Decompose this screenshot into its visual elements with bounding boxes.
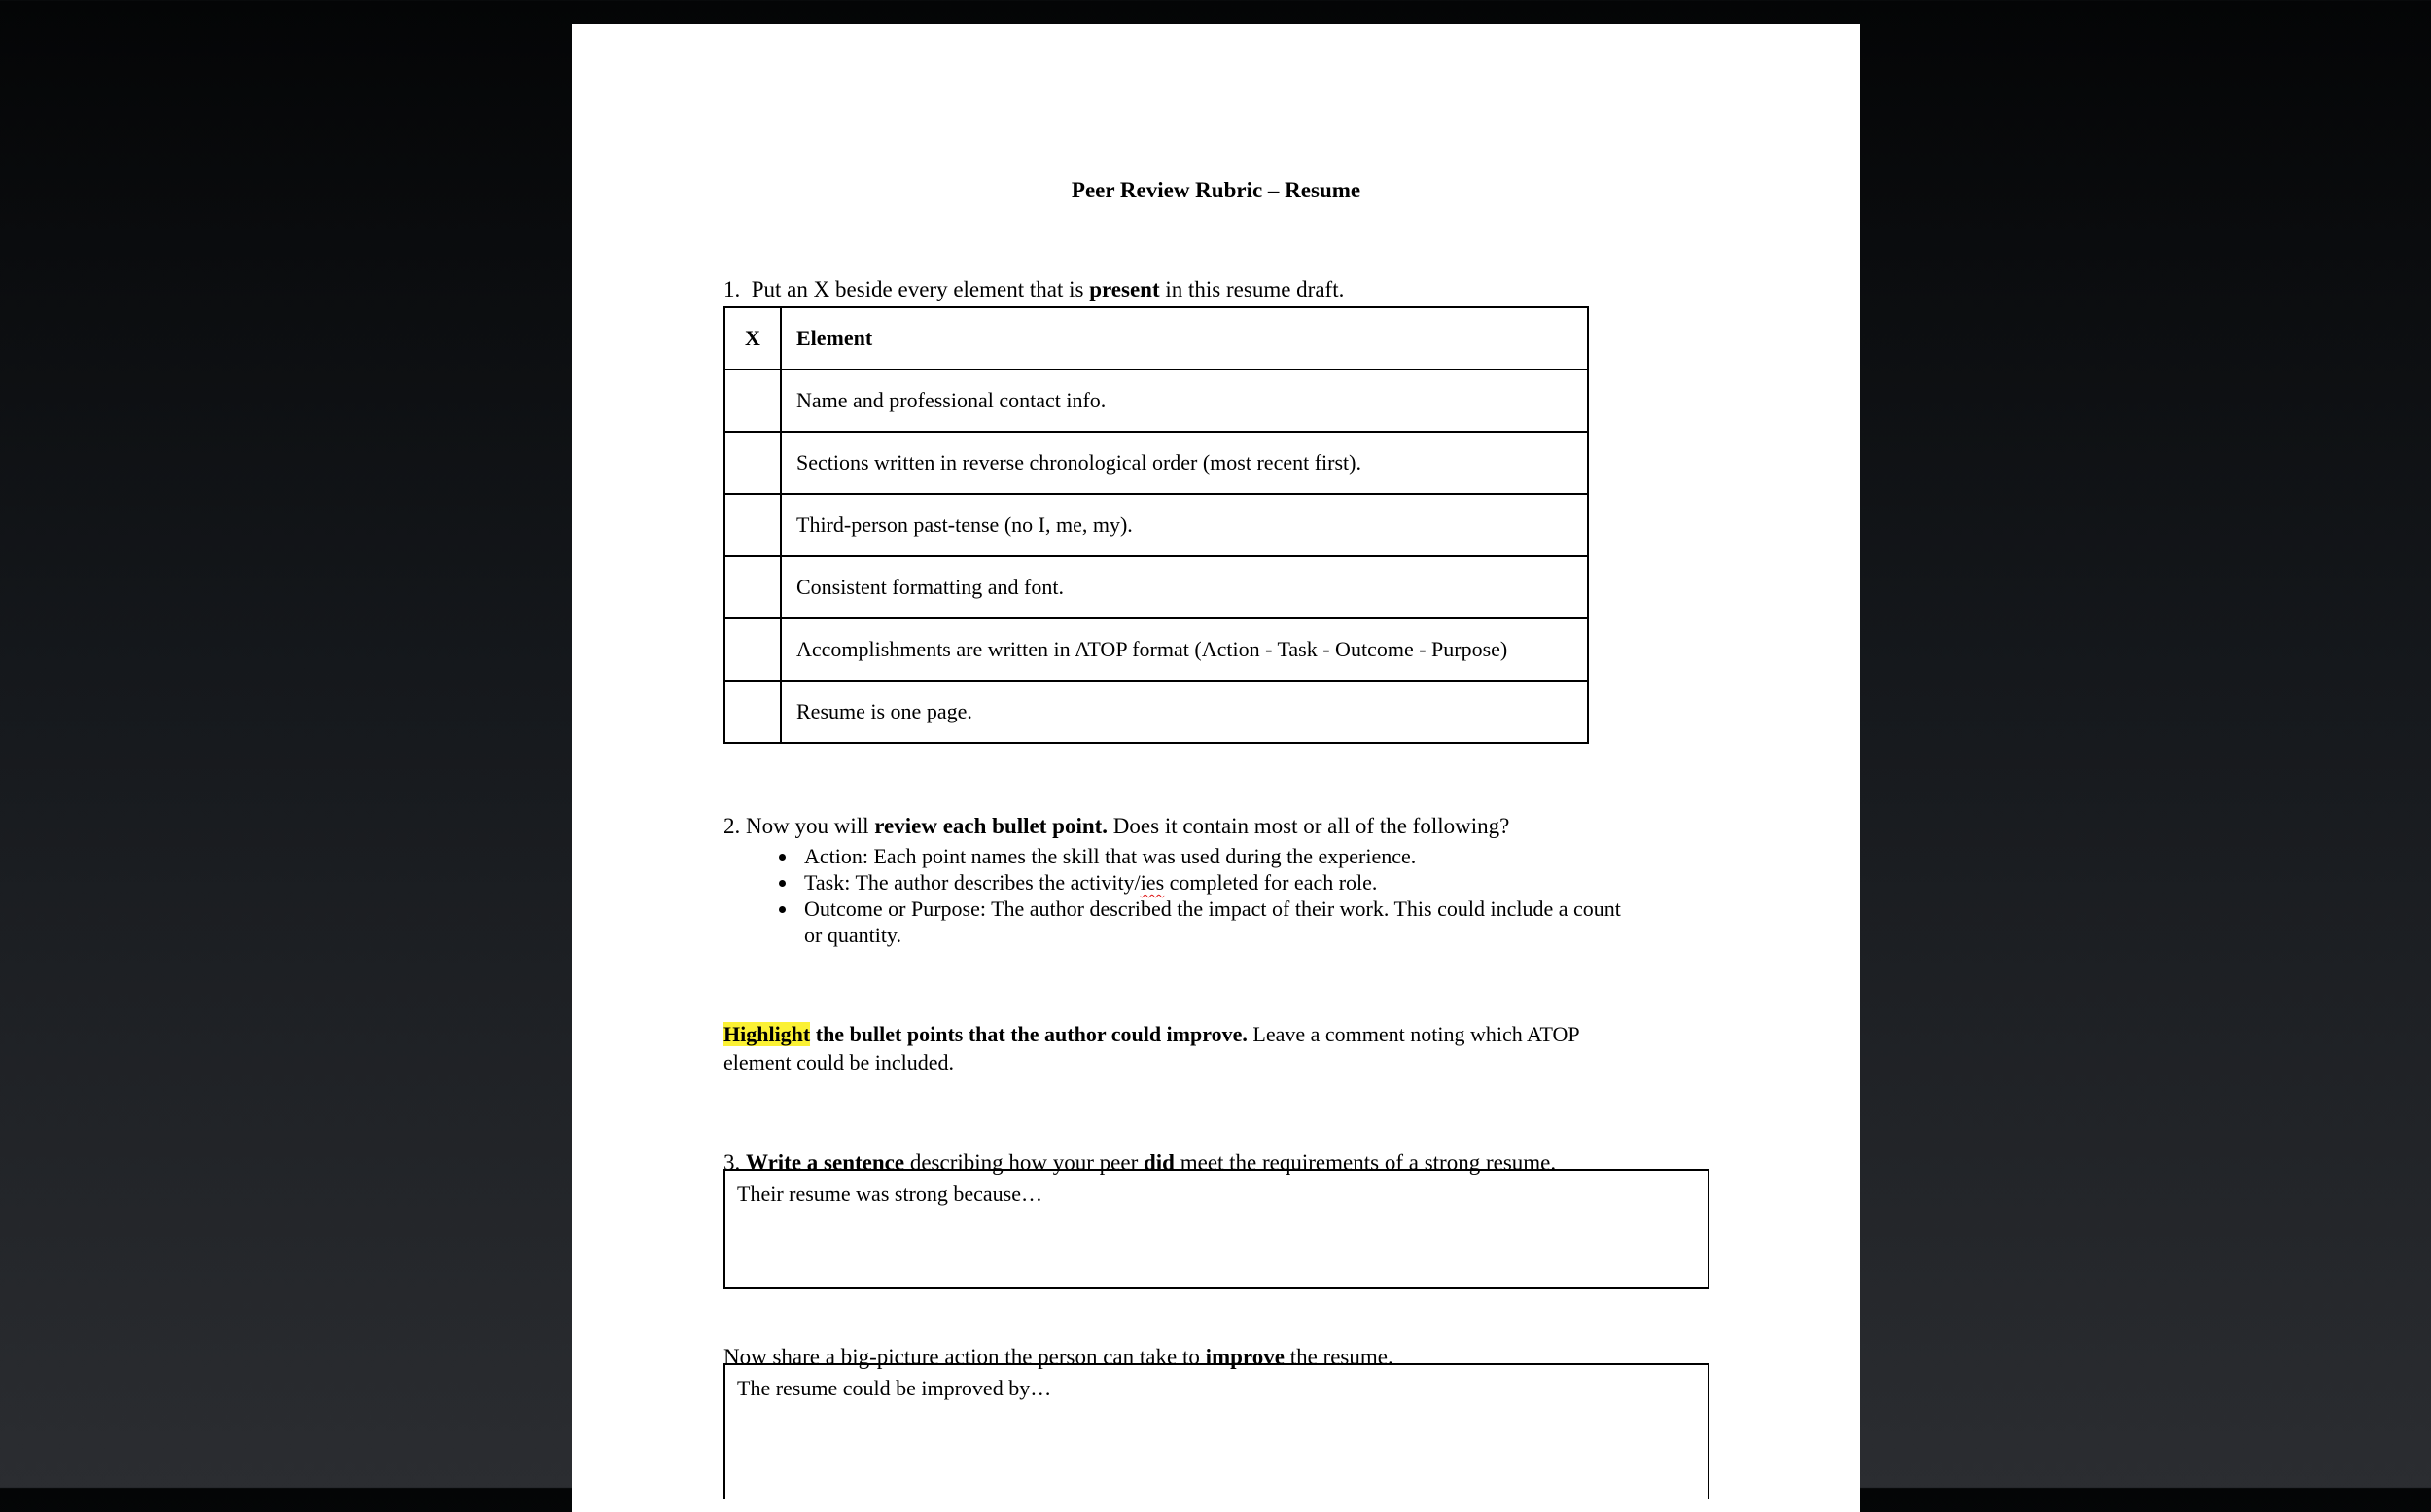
question-3-bold-2: did	[1143, 1150, 1175, 1175]
document-title: Peer Review Rubric – Resume	[1071, 178, 1361, 202]
question-1-text-end: in this resume draft.	[1159, 277, 1345, 301]
list-item-task	[798, 869, 1771, 896]
question-2-bold: review each bullet point.	[874, 814, 1109, 838]
question-3-bold-1: Write a sentence	[746, 1150, 905, 1175]
atop-bullet-list	[723, 843, 1771, 948]
task-text: Task: The author describes the activity/	[804, 870, 1141, 895]
strength-response-box[interactable]	[723, 1169, 1709, 1289]
table-header-row	[724, 307, 1588, 369]
question-1	[723, 275, 1344, 304]
table-row	[724, 369, 1588, 432]
highlight-instructions	[723, 1020, 1696, 1076]
table-row	[724, 556, 1588, 618]
x-cell[interactable]	[724, 494, 781, 556]
element-cell: Sections written in reverse chronological order (most recent first).	[781, 432, 1588, 494]
x-cell[interactable]	[724, 369, 781, 432]
strength-response-text: Their resume was strong because…	[737, 1181, 1043, 1206]
element-cell: Accomplishments are written in ATOP format (Action - Task - Outcome - Purpose)	[781, 618, 1588, 681]
x-cell[interactable]	[724, 618, 781, 681]
element-cell: Third-person past-tense (no I, me, my).	[781, 494, 1588, 556]
spellcheck-flagged-word[interactable]: ies	[1140, 870, 1165, 895]
outcome-text-line2: or quantity.	[804, 923, 901, 947]
question-3-text-end: meet the requirements of a strong resume.	[1174, 1150, 1557, 1175]
question-3-number: 3.	[723, 1150, 746, 1175]
table-row	[724, 494, 1588, 556]
highlight-bold-text: the bullet points that the author could improve.	[810, 1022, 1248, 1046]
question-1-bold: present	[1089, 277, 1160, 301]
outcome-text-line1: Outcome or Purpose: The author described the impact of their work. This could include a count	[804, 897, 1621, 921]
table-row	[724, 618, 1588, 681]
question-3-text: describing how your peer	[904, 1150, 1144, 1175]
highlight-text-line2: element could be included.	[723, 1050, 955, 1074]
element-cell: Consistent formatting and font.	[781, 556, 1588, 618]
document-page	[572, 24, 1860, 1512]
x-cell[interactable]	[724, 432, 781, 494]
question-2-text-end: Does it contain most or all of the following?	[1108, 814, 1510, 838]
question-1-text: Put an X beside every element that is	[751, 277, 1090, 301]
table-row	[724, 432, 1588, 494]
highlight-text-line1: Leave a comment noting which ATOP	[1247, 1022, 1580, 1046]
improve-prompt-text: Now share a big-picture action the person can take to	[723, 1345, 1206, 1369]
x-column-header: X	[724, 307, 781, 369]
improvement-response-text: The resume could be improved by…	[737, 1376, 1052, 1400]
highlighted-word: Highlight	[723, 1022, 811, 1046]
element-column-header: Element	[781, 307, 1588, 369]
improvement-response-box[interactable]	[723, 1363, 1709, 1499]
element-cell: Resume is one page.	[781, 681, 1588, 743]
question-2-text: 2. Now you will	[723, 814, 875, 838]
improve-prompt-text-end: the resume.	[1284, 1345, 1393, 1369]
improve-prompt-bold: improve	[1205, 1345, 1285, 1369]
list-item-outcome	[798, 896, 1771, 948]
x-cell[interactable]	[724, 556, 781, 618]
list-item-action: • Action: Each point names the skill that was used during the experience.	[798, 843, 1771, 869]
table-row	[724, 681, 1588, 743]
question-2	[723, 812, 1509, 841]
element-cell: Name and professional contact info.	[781, 369, 1588, 432]
x-cell[interactable]	[724, 681, 781, 743]
task-text-end: completed for each role.	[1164, 870, 1378, 895]
question-1-number: 1.	[723, 277, 741, 301]
element-checklist-table	[723, 306, 1589, 744]
